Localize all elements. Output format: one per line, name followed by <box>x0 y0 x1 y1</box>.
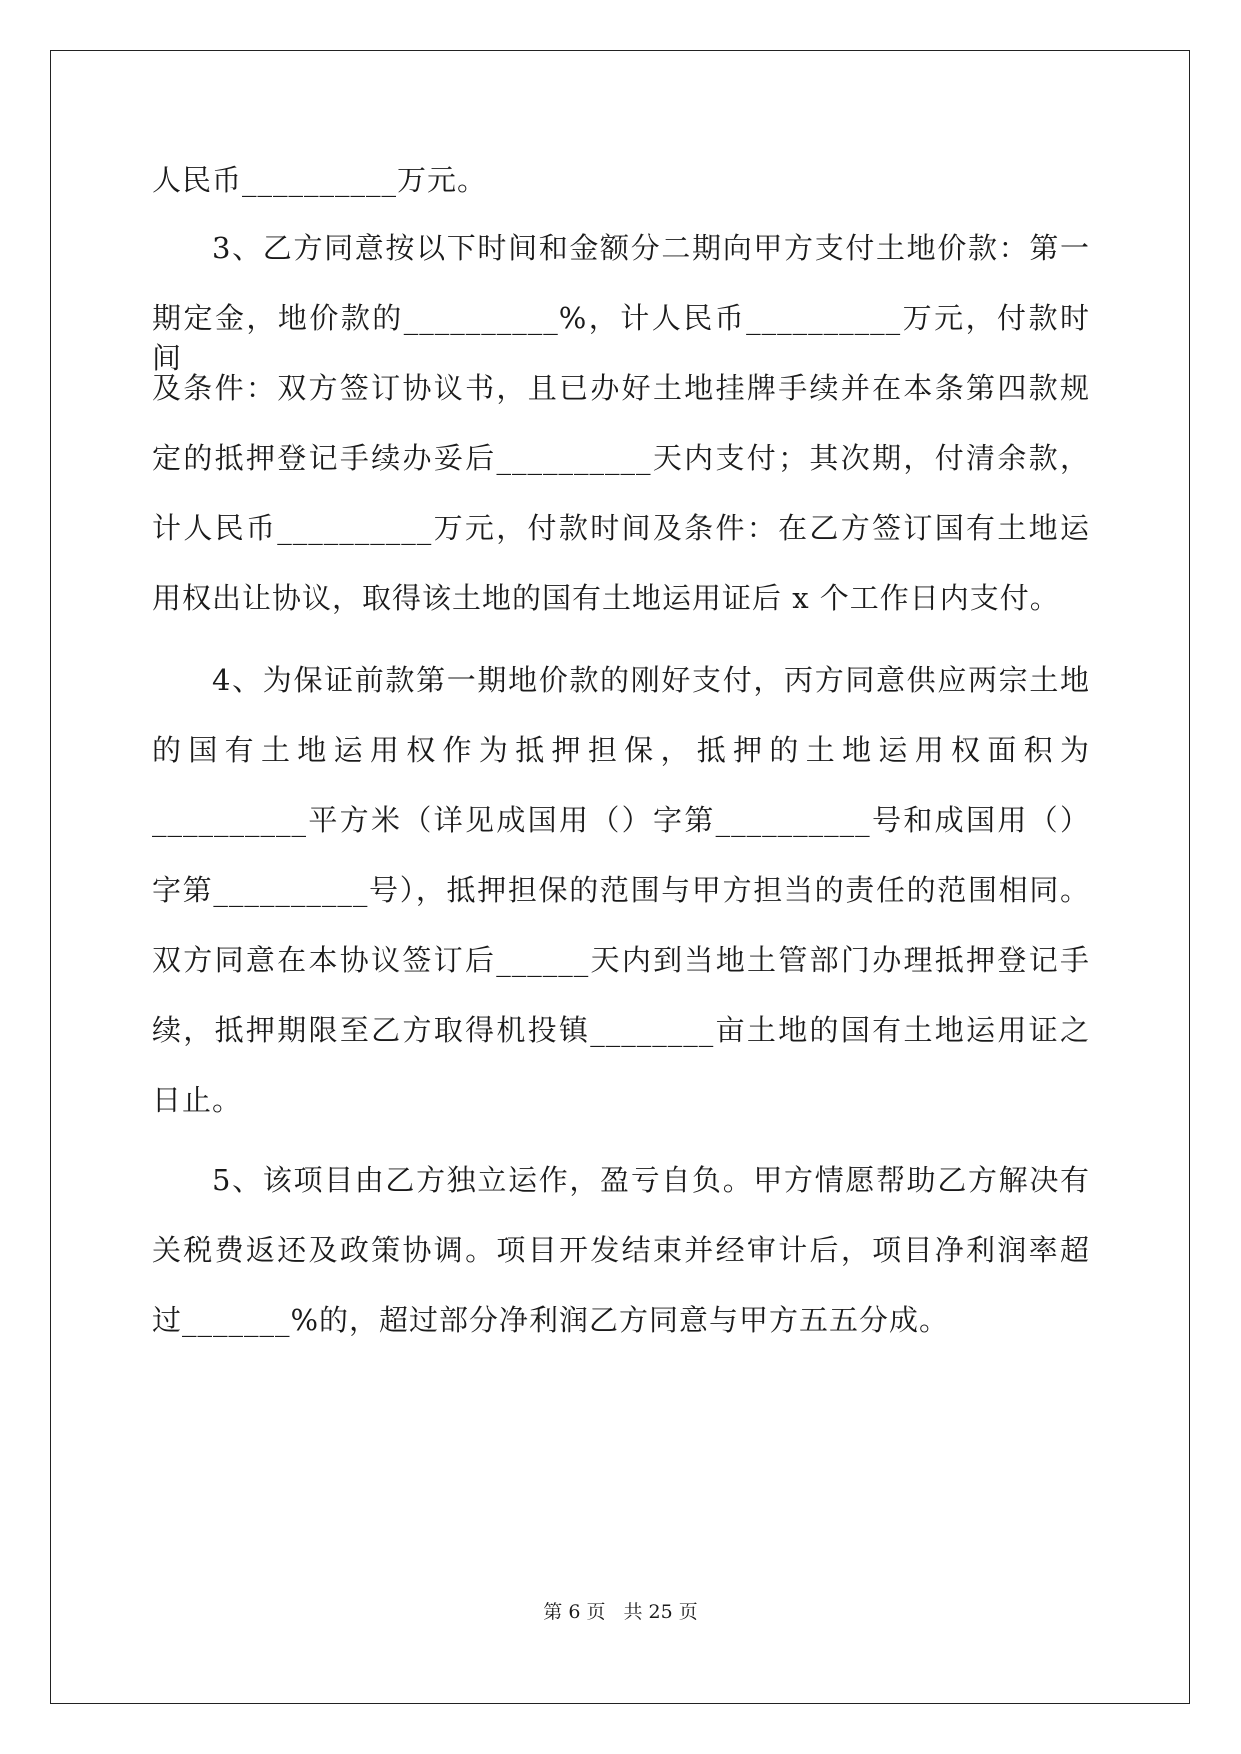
paragraph-3-line-1: 3、乙方同意按以下时间和金额分二期向甲方支付土地价款：第一 <box>212 231 1090 265</box>
text-line: 人民币__________万元。 <box>152 163 488 197</box>
text-line: 的国有土地运用权作为抵押担保，抵押的土地运用权面积为 <box>152 733 1090 767</box>
page-total: 共 25 页 <box>623 1601 698 1623</box>
text-line: 字第__________号），抵押担保的范围与甲方担当的责任的范围相同。 <box>152 873 1090 907</box>
text-line: 过_______%的，超过部分净利润乙方同意与甲方五五分成。 <box>152 1303 950 1337</box>
text-line: __________平方米（详见成国用（）字第__________号和成国用（） <box>152 803 1090 837</box>
text-line: 续，抵押期限至乙方取得机投镇________亩土地的国有土地运用证之 <box>152 1013 1090 1047</box>
paragraph-4-line-1: 4、为保证前款第一期地价款的刚好支付，丙方同意供应两宗土地 <box>212 663 1090 697</box>
paragraph-5-line-1: 5、该项目由乙方独立运作，盈亏自负。甲方情愿帮助乙方解决有 <box>212 1163 1090 1197</box>
text-line: 关税费返还及政策协调。项目开发结束并经审计后，项目净利润率超 <box>152 1233 1090 1267</box>
text-line: 日止。 <box>152 1083 243 1117</box>
text-line: 期定金，地价款的__________%，计人民币__________万元，付款时间 <box>152 301 1090 375</box>
text-line: 计人民币__________万元，付款时间及条件：在乙方签订国有土地运 <box>152 511 1090 545</box>
page-number: 第 6 页 <box>543 1601 606 1623</box>
text-line: 定的抵押登记手续办妥后__________天内支付；其次期，付清余款， <box>152 441 1090 475</box>
text-line: 双方同意在本协议签订后______天内到当地土管部门办理抵押登记手 <box>152 943 1090 977</box>
text-line: 及条件：双方签订协议书，且已办好土地挂牌手续并在本条第四款规 <box>152 371 1090 405</box>
page-footer <box>0 1600 1241 1624</box>
text-line: 用权出让协议，取得该土地的国有土地运用证后 x 个工作日内支付。 <box>152 581 1060 615</box>
